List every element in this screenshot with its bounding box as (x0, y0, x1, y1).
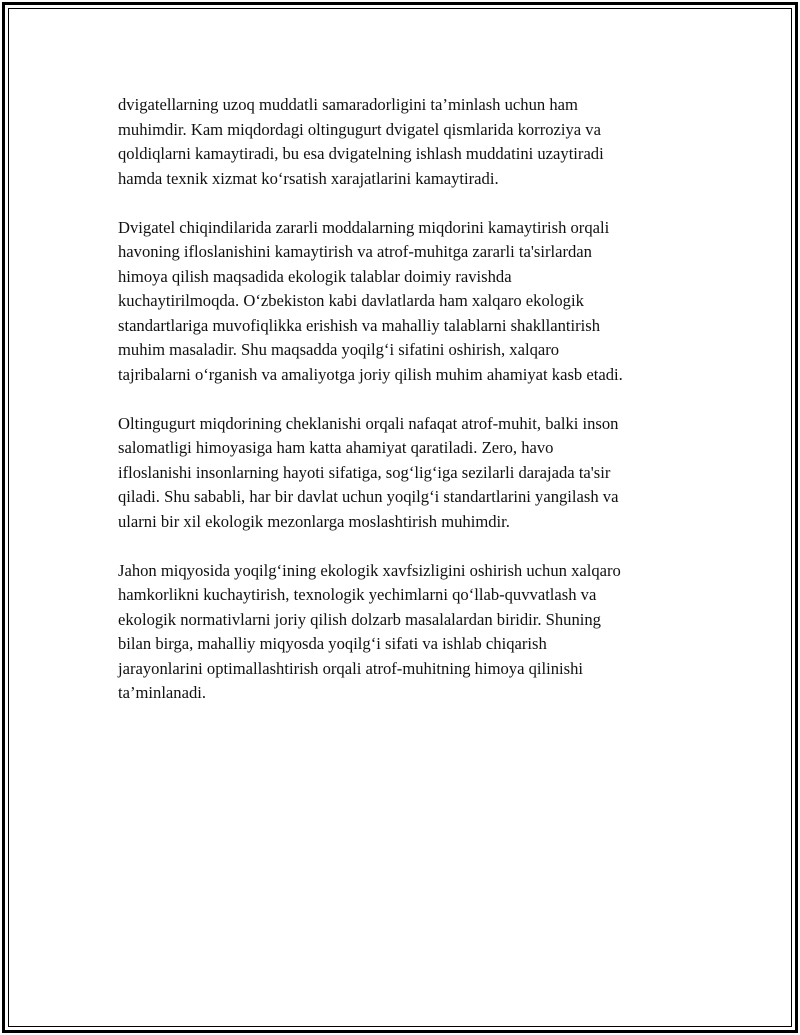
paragraph-3: Oltingugurt miqdorining cheklanishi orqali nafaqat atrof-muhit, balki inson salomatligi himoyasiga ham katta ahamiyat qaratiladi. Zero, havo ifloslanishi insonlarning hayoti sifatiga, sog‘lig‘iga sezilarli darajada ta'sir qiladi. Shu sababli, har bir davlat uchun yoqilg‘i standartlarini yangilash va ularni bir xil ekologik mezonlarga moslashtirish muhimdir. (118, 413, 619, 531)
paragraph-4: Jahon miqyosida yoqilg‘ining ekologik xavfsizligini oshirish uchun xalqaro hamkorlikni kuchaytirish, texnologik yechimlarni qo‘llab-quvvatlash va ekologik normativlarni joriy qilish dolzarb masalalardan biridir. Shuning bilan birga, mahalliy miqyosda yoqilg‘i sifati va ishlab chiqarish jarayonlarini optimallashtirish orqali atrof-muhitning himoya qilinishi ta’minlanadi. (118, 560, 621, 702)
paragraph-1: dvigatellarning uzoq muddatli samaradorligini ta’minlash uchun ham muhimdir. Kam miqdordagi oltingugurt dvigatel qismlarida korroziya va qoldiqlarni kamaytiradi, bu esa dvigatelning ishlash muddatini uzaytiradi hamda texnik xizmat ko‘rsatish xarajatlarini kamaytiradi. (118, 95, 604, 188)
paragraph-2: Dvigatel chiqindilarida zararli moddalarning miqdorini kamaytirish orqali havoning ifloslanishini kamaytirish va atrof-muhitga zararli ta'sirlardan himoya qilish maqsadida ekologik talablar doimiy ravishda kuchaytirilmoqda. O‘zbekiston kabi davlatlarda ham xalqaro ekologik standartlariga muvofiqlikka erishish va mahalliy talablarni shakllantirish muhim masaladir. Shu maqsadda yoqilg‘i sifatini oshirish, xalqaro tajribalarni o‘rganish va amaliyotga joriy qilish muhim ahamiyat kasb etadi. (118, 217, 623, 384)
page-content (118, 93, 688, 730)
